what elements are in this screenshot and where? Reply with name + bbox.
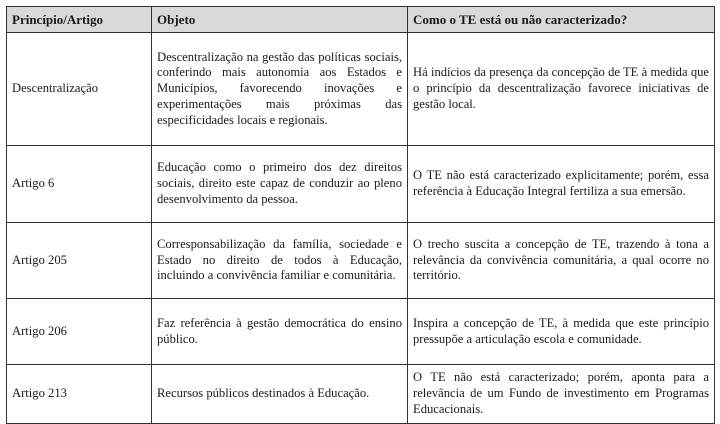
object-cell: Corresponsabilização da família, sociedade e Estado no direito de todos à Educação, incluindo a convivência familiar e comunitária. (152, 223, 408, 299)
table-row (7, 365, 715, 424)
table-header-row (7, 7, 715, 33)
object-cell: Faz referência à gestão democrática do ensino público. (152, 299, 408, 365)
object-cell: Descentralização na gestão das políticas sociais, conferindo mais autonomia aos Estados e Municípios, favorecendo inovações e experimentações mais próximas das especificidades locais e regionais. (152, 33, 408, 146)
characterization-cell: Inspira a concepção de TE, à medida que este princípio pressupõe a articulação escola e comunidade. (408, 299, 715, 365)
principle-cell: Artigo 6 (7, 146, 152, 223)
table-row (7, 299, 715, 365)
object-cell: Educação como o primeiro dos dez direitos sociais, direito este capaz de conduzir ao pleno desenvolvimento da pessoa. (152, 146, 408, 223)
table-row (7, 33, 715, 146)
principle-cell: Artigo 205 (7, 223, 152, 299)
characterization-cell: O trecho suscita a concepção de TE, trazendo à tona a relevância da convivência comunitária, a qual ocorre no território. (408, 223, 715, 299)
characterization-cell: O TE não está caracterizado; porém, aponta para a relevância de um Fundo de investimento em Programas Educacionais. (408, 365, 715, 424)
header-object: Objeto (152, 7, 408, 33)
table-row (7, 223, 715, 299)
characterization-cell: Há indícios da presença da concepção de TE à medida que o princípio da descentralização favorece iniciativas de gestão local. (408, 33, 715, 146)
header-principle: Princípio/Artigo (7, 7, 152, 33)
principle-cell: Descentralização (7, 33, 152, 146)
table-row (7, 146, 715, 223)
object-cell: Recursos públicos destinados à Educação. (152, 365, 408, 424)
characterization-cell: O TE não está caracterizado explicitamente; porém, essa referência à Educação Integral fertiliza a sua emersão. (408, 146, 715, 223)
document-table (6, 6, 715, 424)
principle-cell: Artigo 213 (7, 365, 152, 424)
header-characterization: Como o TE está ou não caracterizado? (408, 7, 715, 33)
principle-cell: Artigo 206 (7, 299, 152, 365)
